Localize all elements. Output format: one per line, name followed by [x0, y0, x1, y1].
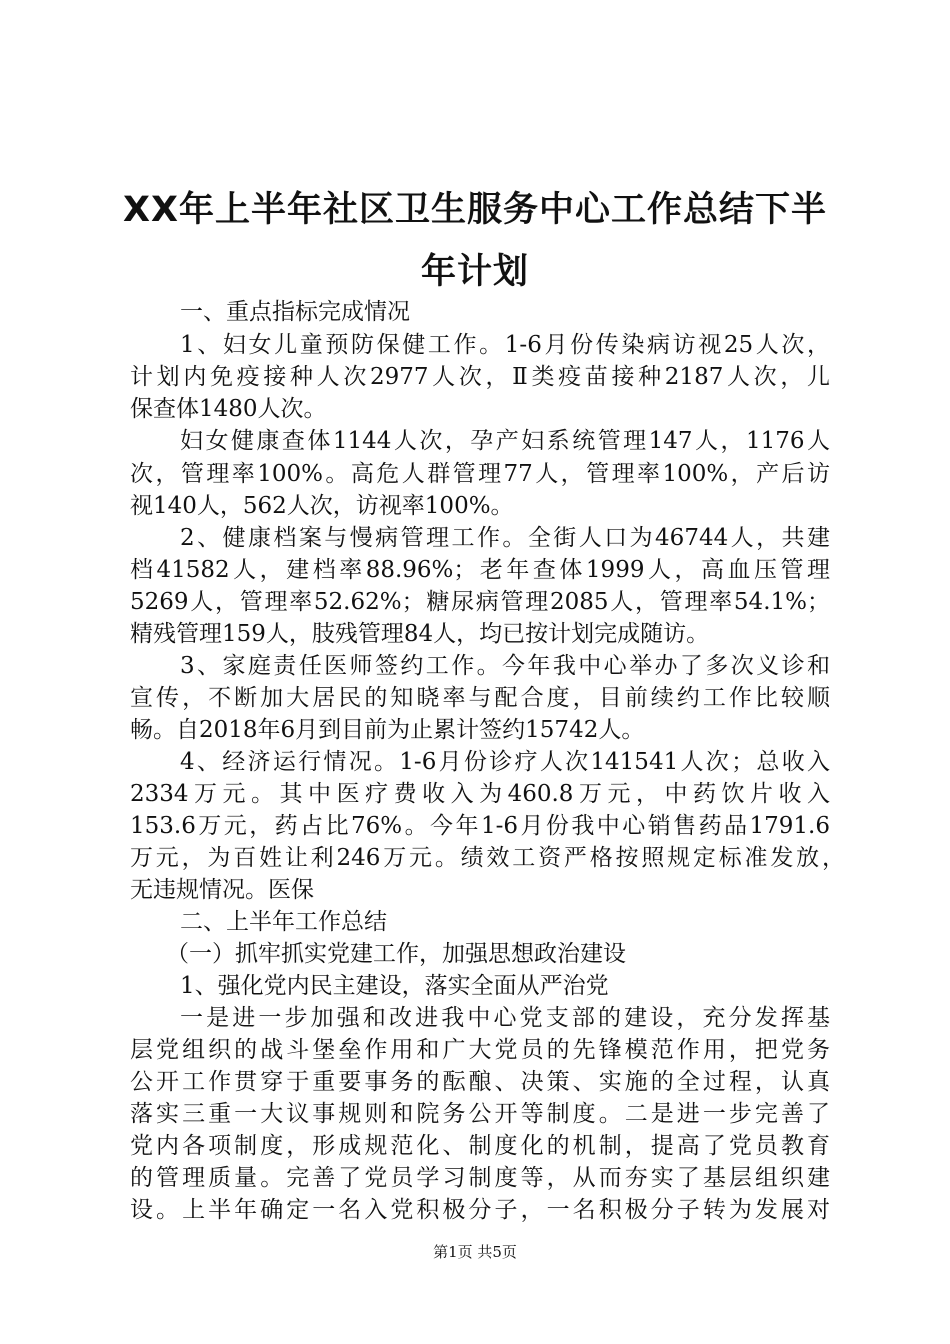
body-line: 的管理质量。完善了党员学习制度等，从而夯实了基层组织建 [130, 1165, 830, 1191]
body-line: 设。上半年确定一名入党积极分子，一名积极分子转为发展对 [130, 1197, 830, 1223]
body-line: 3、家庭责任医师签约工作。今年我中心举办了多次义诊和 [180, 653, 830, 679]
document-title-line-2: 年计划 [420, 252, 529, 292]
document-title-line-1: XX年上半年社区卫生服务中心工作总结下半 [123, 190, 827, 230]
body-line: 党内各项制度，形成规范化、制度化的机制，提高了党员教育 [130, 1133, 830, 1159]
body-line: 宣传，不断加大居民的知晓率与配合度，目前续约工作比较顺 [130, 685, 830, 711]
body-line: 档41582人，建档率88.96%；老年查体1999人，高血压管理 [130, 557, 830, 583]
body-line: 153.6万元，药占比76%。今年1-6月份我中心销售药品1791.6 [130, 813, 830, 839]
body-line: 一是进一步加强和改进我中心党支部的建设，充分发挥基 [180, 1005, 830, 1031]
body-line: 次，管理率100%。高危人群管理77人，管理率100%，产后访 [130, 461, 830, 487]
body-line: 畅。自2018年6月到目前为止累计签约15742人。 [130, 717, 645, 743]
section-heading: 一、重点指标完成情况 [180, 299, 410, 325]
body-line: 保查体1480人次。 [130, 396, 327, 422]
body-line: 2334万元。其中医疗费收入为460.8万元，中药饮片收入 [130, 781, 830, 807]
subsection-heading: （一）抓牢抓实党建工作，加强思想政治建设 [166, 941, 626, 967]
page-number-footer: 第1页 共5页 [433, 1243, 517, 1261]
body-line: 1、妇女儿童预防保健工作。1-6月份传染病访视25人次， [180, 332, 830, 358]
subsection-heading: 1、强化党内民主建设，落实全面从严治党 [180, 973, 609, 999]
body-line: 万元，为百姓让利246万元。绩效工资严格按照规定标准发放， [130, 845, 845, 871]
body-line: 计划内免疫接种人次2977人次，Ⅱ类疫苗接种2187人次，儿 [130, 364, 830, 390]
body-line: 落实三重一大议事规则和院务公开等制度。二是进一步完善了 [130, 1101, 830, 1127]
body-line: 视140人，562人次，访视率100%。 [130, 493, 514, 519]
body-line: 公开工作贯穿于重要事务的酝酿、决策、实施的全过程，认真 [130, 1069, 830, 1095]
body-line: 层党组织的战斗堡垒作用和广大党员的先锋模范作用，把党务 [130, 1037, 830, 1063]
body-line: 4、经济运行情况。1-6月份诊疗人次141541人次；总收入 [180, 749, 830, 775]
body-line: 2、健康档案与慢病管理工作。全街人口为46744人，共建 [180, 525, 830, 551]
body-line: 5269人，管理率52.62%；糖尿病管理2085人，管理率54.1%； [130, 589, 830, 615]
body-line: 无违规情况。医保 [130, 877, 314, 903]
body-line: 妇女健康查体1144人次，孕产妇系统管理147人，1176人 [180, 428, 830, 454]
section-heading: 二、上半年工作总结 [180, 909, 387, 935]
body-line: 精残管理159人，肢残管理84人，均已按计划完成随访。 [130, 621, 710, 647]
